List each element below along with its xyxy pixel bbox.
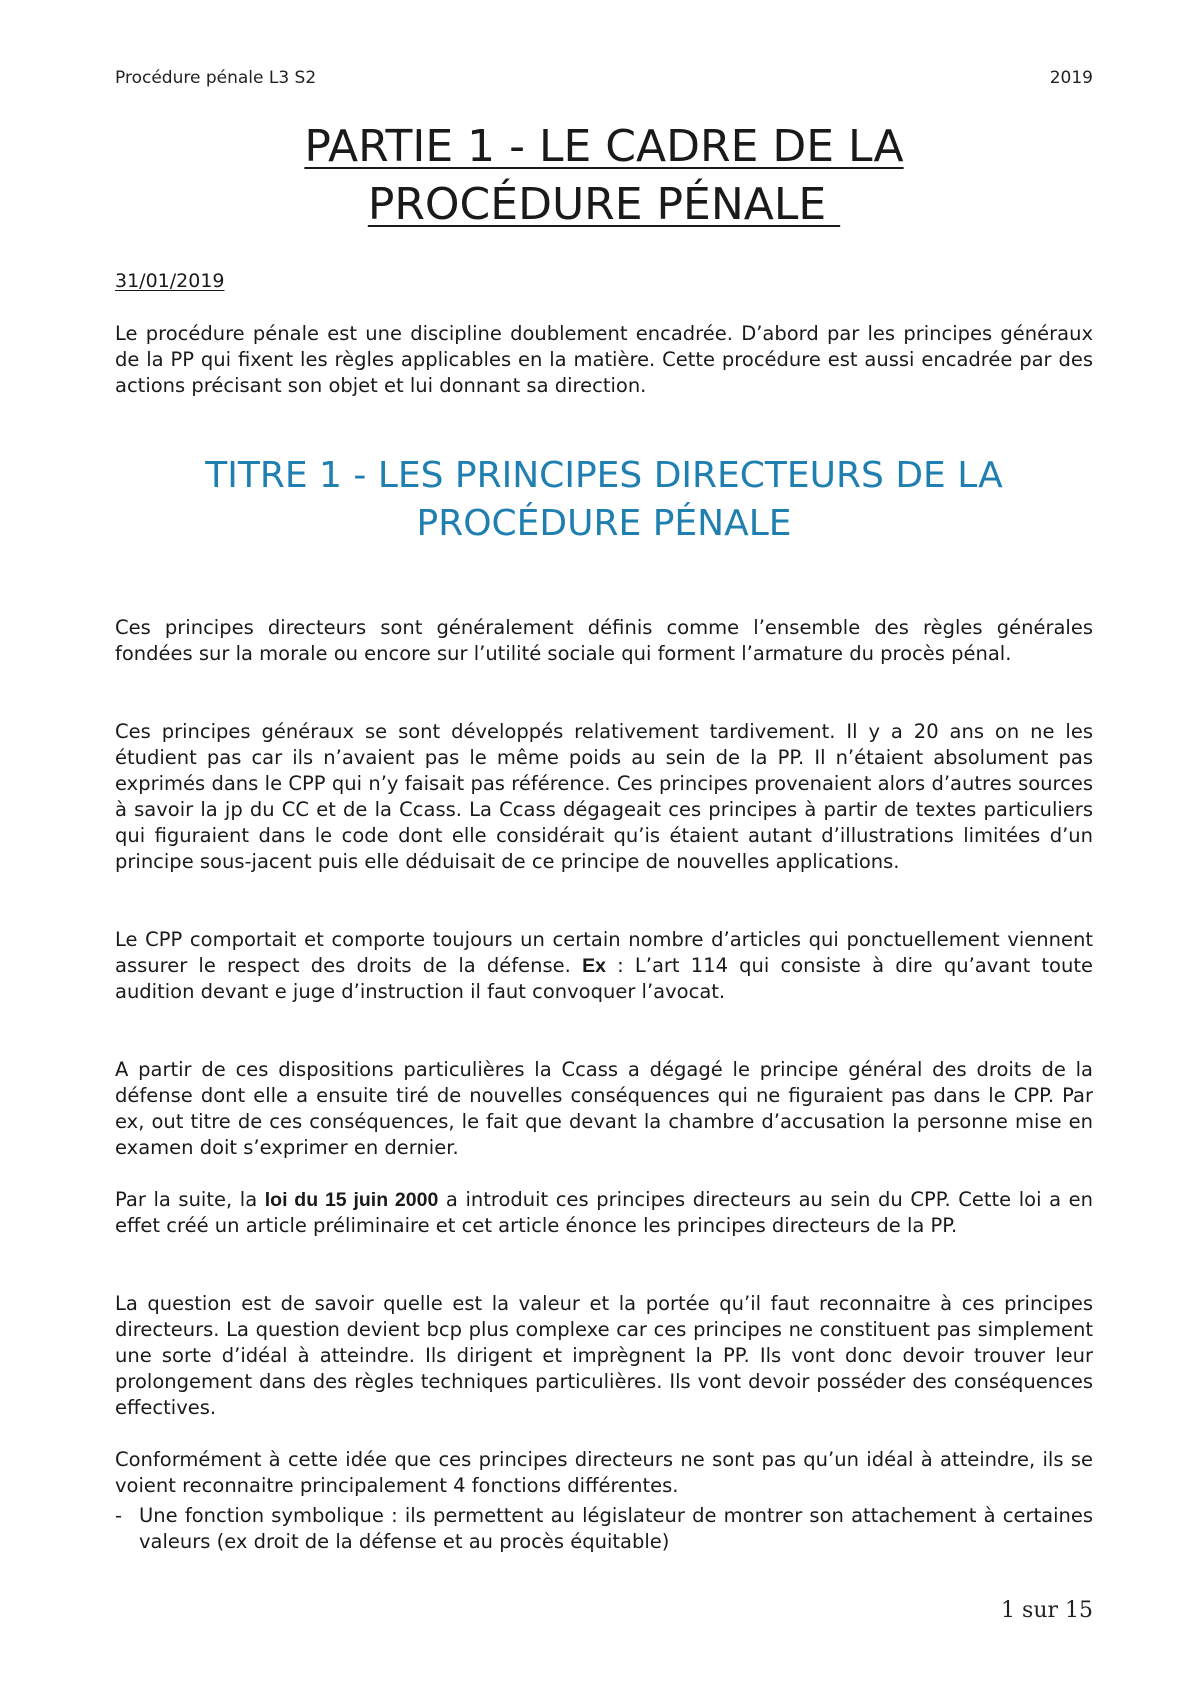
page-header [115,68,1093,88]
header-year: 2019 [1049,68,1093,88]
paragraph-5-end: a introduit ces principes directeurs au sein du CPP. Cette loi a en effet créé un article préliminaire et cet article énonce les principes directeurs de la PP. [115,1188,1093,1237]
paragraph-3-text: Le CPP comportait et comporte toujours un certain nombre d’articles qui ponctuellement viennent assurer le respect des droits de la défense. [115,928,1093,977]
paragraph-1: Ces principes directeurs sont généralement définis comme l’ensemble des règles générales fondées sur la morale ou encore sur l’utilité sociale qui forment l’armature du procès pénal. [115,616,1093,665]
section-title-line2: PROCÉDURE PÉNALE [416,503,792,544]
paragraph-4: A partir de ces dispositions particulières la Ccass a dégagé le principe général des droits de la défense dont elle a ensuite tiré de nouvelles conséquences qui ne figuraient pas dans le CPP. Par ex, out titre de ces conséquences, le fait que devant la chambre d’accusation la personne mise en examen doit s’exprimer en dernier. [115,1058,1093,1159]
section-title-line1: TITRE 1 - LES PRINCIPES DIRECTEURS DE LA [205,455,1003,496]
paragraph-7: Conformément à cette idée que ces principes directeurs ne sont pas qu’un idéal à atteindre, ils se voient reconnaitre principalement 4 fonctions différentes. [115,1448,1093,1497]
header-course-title: Procédure pénale L3 S2 [115,68,317,88]
main-title [115,118,1093,234]
bullet-dash: - [115,1504,123,1527]
law-reference: loi du 15 juin 2000 [264,1189,439,1211]
paragraph-5 [115,1187,1093,1239]
intro-paragraph: Le procédure pénale est une discipline doublement encadrée. D’abord par les principes généraux de la PP qui fixent les règles applicables en la matière. Cette procédure est aussi encadrée par des actions précisant son objet et lui donnant sa direction. [115,322,1093,397]
list-item-text: Une fonction symbolique : ils permettent au législateur de montrer son attachement à certaines valeurs (ex droit de la défense et au procès équitable) [139,1504,1093,1553]
section-title [115,452,1093,548]
paragraph-6: La question est de savoir quelle est la valeur et la portée qu’il faut reconnaitre à ces principes directeurs. La question devient bcp plus complexe car ces principes ne constituent pas simplement une sorte d’idéal à atteindre. Ils dirigent et imprègnent la PP. Ils vont donc devoir trouver leur prolongement dans des règles techniques particulières. Ils vont devoir posséder des conséquences effectives. [115,1292,1093,1419]
main-title-line2: PROCÉDURE PÉNALE [367,179,841,230]
example-label: Ex [582,955,606,977]
page-number: 1 sur 15 [1001,1598,1093,1623]
paragraph-3 [115,927,1093,1005]
paragraph-2: Ces principes généraux se sont développés relativement tardivement. Il y a 20 ans on ne les étudient pas car ils n’avaient pas le même poids au sein de la PP. Il n’étaient absolument pas exprimés dans le CPP qui n’y faisait pas référence. Ces principes provenaient alors d’autres sources à savoir la jp du CC et de la Ccass. La Ccass dégageait ces principes à partir de textes particuliers qui figuraient dans le code dont elle considérait qu’is étaient autant d’illustrations limitées d’un principe sous-jacent puis elle déduisait de ce principe de nouvelles applications. [115,720,1093,873]
paragraph-3-example: : L’art 114 qui consiste à dire qu’avant toute audition devant e juge d’instruction il faut convoquer l’avocat. [115,954,1093,1003]
main-title-line1: PARTIE 1 - LE CADRE DE LA [304,121,904,172]
paragraph-5-start: Par la suite, la [115,1188,265,1211]
list-item [115,1503,1093,1555]
lecture-date: 31/01/2019 [115,270,225,292]
